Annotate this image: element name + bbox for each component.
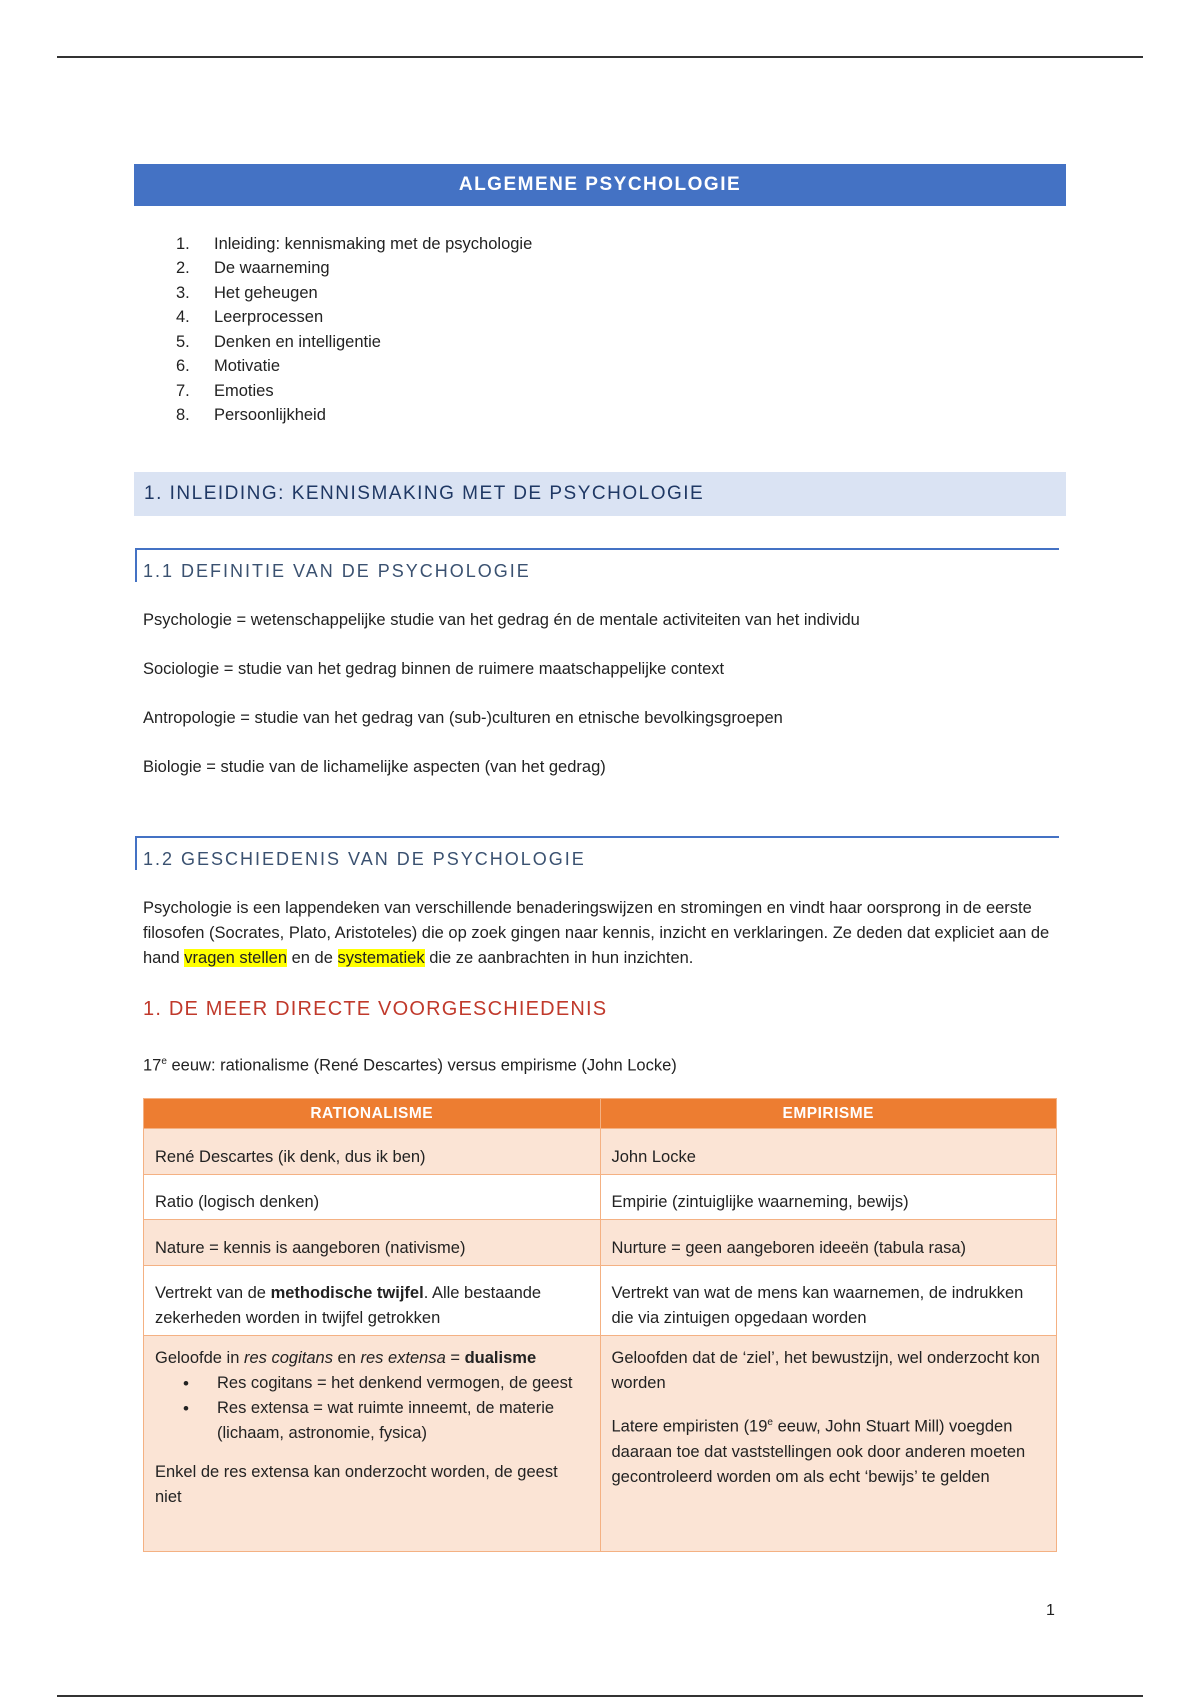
table-cell: John Locke xyxy=(600,1129,1057,1175)
toc-item: 5. Denken en intelligentie xyxy=(176,332,381,351)
table-cell: Nurture = geen aangeboren ideeën (tabula rasa) xyxy=(600,1220,1057,1266)
dualism-bullet-list xyxy=(155,1371,589,1446)
table-header-empirisme: EMPIRISME xyxy=(600,1099,1057,1129)
page-number: 1 xyxy=(1046,1602,1055,1619)
list-item: • Res cogitans = het denkend vermogen, de geest xyxy=(217,1371,589,1396)
toc-item: 7. Emoties xyxy=(176,381,274,400)
definition-antropologie: Antropologie = studie van het gedrag van (sub-)culturen en etnische bevolkingsgroepen xyxy=(143,709,783,727)
definition-biologie: Biologie = studie van de lichamelijke aspecten (van het gedrag) xyxy=(143,758,606,776)
toc-item: 8. Persoonlijkheid xyxy=(176,406,326,425)
subsection-heading-voorgeschiedenis: 1. DE MEER DIRECTE VOORGESCHIEDENIS xyxy=(143,998,608,1020)
definition-psychologie: Psychologie = wetenschappelijke studie van het gedrag én de mentale activiteiten van het individu xyxy=(143,611,860,629)
header-rule xyxy=(57,56,1143,58)
history-paragraph: Psychologie is een lappendeken van verschillende benaderingswijzen en stromingen en vindt haar oorsprong in de eerste filosofen (Socrates, Plato, Aristoteles) die op zoek gingen naar kennis, inzicht en verklaringen. Ze deden dat expliciet aan de hand vragen stellen en de systematiek die ze aanbrachten in hun inzichten. xyxy=(143,899,1050,967)
table-cell: Geloofde in res cogitans en res extensa = dualisme • Res cogitans = het denkend vermogen, de geest • Res extensa = wat ruimte inneemt, de materie (lichaam, astronomie, fysica) Enkel de res extensa kan onderzocht worden, de geest niet xyxy=(144,1336,601,1552)
table-cell: Vertrekt van de methodische twijfel. Alle bestaande zekerheden worden in twijfel getrokken xyxy=(144,1266,601,1336)
table-row xyxy=(144,1336,1057,1552)
highlight-vragen-stellen: vragen stellen xyxy=(184,949,288,967)
list-item: • Res extensa = wat ruimte inneemt, de materie (lichaam, astronomie, fysica) xyxy=(217,1396,589,1446)
table-cell: Geloofden dat de ‘ziel’, het bewustzijn, wel onderzocht kon worden Latere empiristen (19e eeuw, John Stuart Mill) voegden daaraan toe dat vaststellingen ook door anderen moeten gecontroleerd worden om als echt ‘bewijs’ te gelden xyxy=(600,1336,1057,1552)
table-cell: Ratio (logisch denken) xyxy=(144,1175,601,1220)
table-row xyxy=(144,1129,1057,1175)
definition-sociologie: Sociologie = studie van het gedrag binnen de ruimere maatschappelijke context xyxy=(143,660,725,678)
table-of-contents xyxy=(176,232,532,428)
section-heading-1: 1. INLEIDING: KENNISMAKING MET DE PSYCHOLOGIE xyxy=(134,472,1066,516)
document-title: ALGEMENE PSYCHOLOGIE xyxy=(134,164,1066,206)
table-row xyxy=(144,1266,1057,1336)
toc-item: 4. Leerprocessen xyxy=(176,308,324,327)
subsection-heading-1-2: 1.2 GESCHIEDENIS VAN DE PSYCHOLOGIE xyxy=(135,836,1059,870)
toc-item: 1. Inleiding: kennismaking met de psychologie xyxy=(176,234,533,253)
century-line: 17e eeuw: rationalisme (René Descartes) versus empirisme (John Locke) xyxy=(143,1056,677,1075)
table-cell: René Descartes (ik denk, dus ik ben) xyxy=(144,1129,601,1175)
table-row xyxy=(144,1175,1057,1220)
toc-item: 6. Motivatie xyxy=(176,357,281,376)
toc-item: 3. Het geheugen xyxy=(176,283,318,302)
footer-rule xyxy=(57,1695,1143,1697)
highlight-systematiek: systematiek xyxy=(337,949,425,967)
toc-item: 2. De waarneming xyxy=(176,259,330,278)
comparison-table xyxy=(143,1098,1057,1552)
subsection-heading-1-1: 1.1 DEFINITIE VAN DE PSYCHOLOGIE xyxy=(135,548,1059,582)
table-cell: Empirie (zintuiglijke waarneming, bewijs) xyxy=(600,1175,1057,1220)
table-cell: Vertrekt van wat de mens kan waarnemen, de indrukken die via zintuigen opgedaan worden xyxy=(600,1266,1057,1336)
table-header-rationalisme: RATIONALISME xyxy=(144,1099,601,1129)
table-row xyxy=(144,1220,1057,1266)
table-cell: Nature = kennis is aangeboren (nativisme) xyxy=(144,1220,601,1266)
